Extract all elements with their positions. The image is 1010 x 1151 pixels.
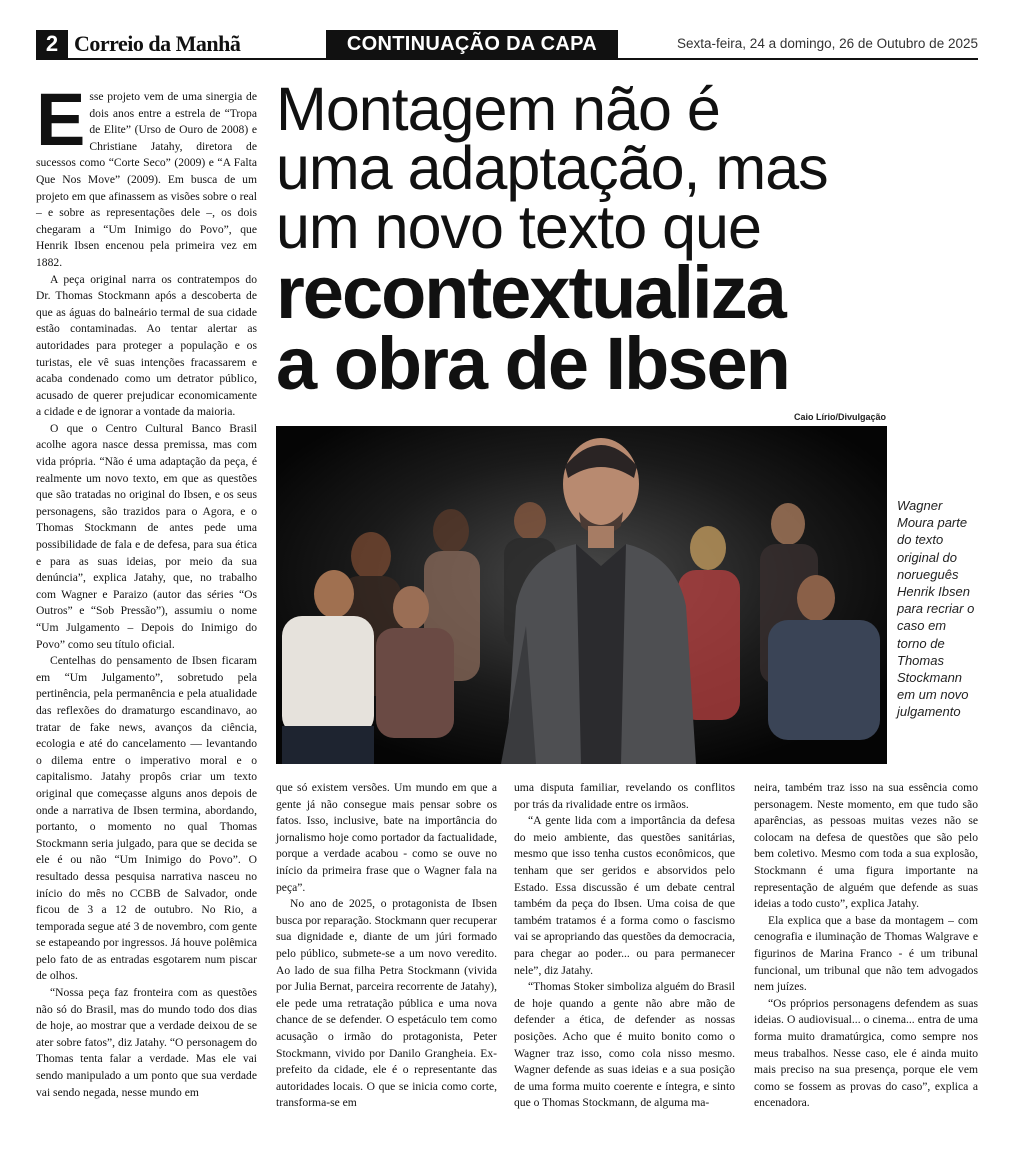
article-column-3 [514, 780, 735, 1112]
headline-bold-line: a obra de Ibsen [276, 322, 789, 405]
stage-photo-illustration [276, 426, 887, 764]
drop-cap: E [36, 78, 86, 161]
article-column-2 [276, 780, 497, 1112]
article-paragraph: Ela explica que a base da montagem – com cenografia e iluminação de Thomas Walgrave e figurinos de Marina Franco - é um tribunal funcional, um tribunal que não tem advogados nem juízes. [754, 913, 978, 994]
article-paragraph: uma disputa familiar, revelando os conflitos por trás da rivalidade entre os irmãos. [514, 781, 735, 811]
article-paragraph: Centelhas do pensamento de Ibsen ficaram em “Um Julgamento”, sobretudo pela pertinência, pela permanência e pela atualidade das reflexões do dramaturgo escandinavo, ao tratar de fake news, avanços da ciência, ecologia e até do cancelamento — levantando o dilema entre o imperativo moral e o capitalismo. Jatahy propôs criar um texto original que começasse alguns anos depois de onde a narrativa de Ibsen termina, abordando, portanto, o momento no qual Thomas Stockmann seria julgado, para que se decida se ele é ou não “Um Inimigo do Povo”. O resultado dessa pesquisa narrativa nasceu no início do mês no CCBB de Salvador, onde ficou de 3 a 12 de outubro. No Rio, a temporada segue até 3 de novembro, com gente se estapeando por ingressos. Já houve polêmica pelo fato de as entradas esgotarem num piscar de olhos. [36, 654, 257, 983]
page-number: 2 [36, 30, 68, 58]
photo-caption: Wagner Moura parte do texto original do norueguês Henrik Ibsen para recriar o caso em torno de Thomas Stockmann em um novo julgamento [897, 498, 975, 720]
article-paragraph: “Thomas Stoker simboliza alguém do Brasil de hoje quando a gente não abre mão de defender a ética, de defender as nossas posições. Acho que é muito bonito como o Wagner traz isso, como cola nisso mesmo. Wagner defende as suas ideias e a sua posição de uma forma muito coerente e íntegra, e sinto que o Thomas Stockmann, de alguma ma- [514, 980, 735, 1110]
article-paragraph: No ano de 2025, o protagonista de Ibsen busca por reparação. Stockmann quer recuperar sua dignidade e, diante de um júri formado pelo público, submete-se a um novo veredito. Ao lado de sua filha Petra Stockmann (vivida por Julia Bernat, parceira recorrente de Jatahy), ele pede uma retratação pública e uma nova chance de se defender. O espetáculo tem como acusação o irmão do protagonista, Peter Stockmann, vivido por Danilo Grangheia. Ex-prefeito da cidade, ele é o representante das autoridades locais. O que se inicia como corte, transforma-se em [276, 897, 497, 1110]
article-paragraph: “A gente lida com a importância da defesa do meio ambiente, das questões sanitárias, mesmo que isso tenha custos econômicos, que tenham que ser geridos e absorvidos pelo Estado. Essa discussão é um debate central também da peça do Ibsen. Uma coisa de que também tratamos é a forma como o fascismo vai se apropriando das questões da democracia, para chegar ao poder... ou para permanecer nele”, diz Jatahy. [514, 814, 735, 977]
page-header [0, 0, 1010, 60]
newspaper-masthead: Correio da Manhã [74, 31, 241, 56]
section-banner: CONTINUAÇÃO DA CAPA [326, 30, 618, 58]
article-paragraph: A peça original narra os contratempos do Dr. Thomas Stockmann após a descoberta de que as águas do balneário termal de sua cidade estão contaminadas. Ao tentar alertar as autoridades para proteger a população e os turistas, ele vê suas intenções fracassarem e acaba condenado como um detrator público, acusado de querer prejudicar economicamente a cidade e de ignorar a vontade da maioria. [36, 272, 257, 419]
article-paragraph: O que o Centro Cultural Banco Brasil acolhe agora nasce dessa premissa, mas com vida própria. “Não é uma adaptação da peça, é realmente um novo texto, em que as questões que são tratadas no original do Ibsen, e os seus personagens, são trazidos para o Agora, e o Thomas Stockmann de antes pede uma possibilidade de fala e de defesa, para sua ética e para as suas ideias, por meio da sua denúncia”, explica Jatahy, que, no trabalho com Wagner e Paraizo (autor das séries “Os Outros” e “Sob Pressão”), assumiu o nome “Um Julgamento – Depois do Inimigo do Povo” como seu título oficial. [36, 421, 257, 651]
article-paragraph: “Os próprios personagens defendem as suas ideias. O audiovisual... o cinema... entra de uma forma muito dramatúrgica, como sempre nos meus trabalhos. Nesse caso, ele é ainda muito mais preciso na sua presença, porque ele vem como se fossem as provas do caso”, explica a encenadora. [754, 996, 978, 1110]
article-paragraph: “Nossa peça faz fronteira com as questões não só do Brasil, mas do mundo todo dos dias de hoje, ao mostrar que a verdade deixou de se ater sobre fatos”, diz Jatahy. “O personagem do Thomas tenta falar a verdade. Mas ele vai sendo manipulado a um ponto que sua verdade vai sendo negada, nesse mundo em [36, 986, 257, 1099]
headline-line: uma adaptação, mas [276, 134, 828, 202]
header-rule [36, 58, 978, 60]
article-paragraph: neira, também traz isso na sua essência como personagem. Neste momento, em que tudo são aparências, as pessoas muitas vezes não se colocam na defesa de questões que são pelo bem coletivo. Mesmo com toda a sua explosão, Stockmann é uma figura importante na representação de alguém que defende as suas ideias a todo custo”, explica Jatahy. [754, 781, 978, 911]
headline-line: Montagem não é [276, 75, 720, 143]
article-headline [276, 75, 982, 405]
article-column-1 [36, 78, 257, 1101]
headline-line: um novo texto que [276, 193, 761, 261]
headline-bold-line: recontextualiza [276, 251, 785, 334]
article-paragraph: Esse projeto vem de uma sinergia de dois anos entre a estrela de “Tropa de Elite” (Urso de Ouro de 2008) e Christiane Jatahy, diretora de sucessos como “Corte Seco” (2009) e “A Falta Que Nos Move” (2009). Em busca de um projeto em que afinassem as visões sobre o real – e sobre as representações dele –, os dois chegaram a “Um Inimigo do Povo”, que Henrik Ibsen encenou pela primeira vez em 1882. [36, 78, 257, 269]
photo-credit: Caio Lírio/Divulgação [793, 412, 886, 422]
article-paragraph: que só existem versões. Um mundo em que a gente já não consegue mais pensar sobre os fatos. Isso, inclusive, bate na importância do jornalismo hoje como portador da factualidade, porque a verdade acabou - como se ouve no início da primeira frase que o Wagner fala na peça”. [276, 781, 497, 894]
stage-photo [276, 426, 887, 764]
issue-date: Sexta-feira, 24 a domingo, 26 de Outubro de 2025 [677, 36, 978, 51]
article-column-4 [754, 780, 978, 1112]
